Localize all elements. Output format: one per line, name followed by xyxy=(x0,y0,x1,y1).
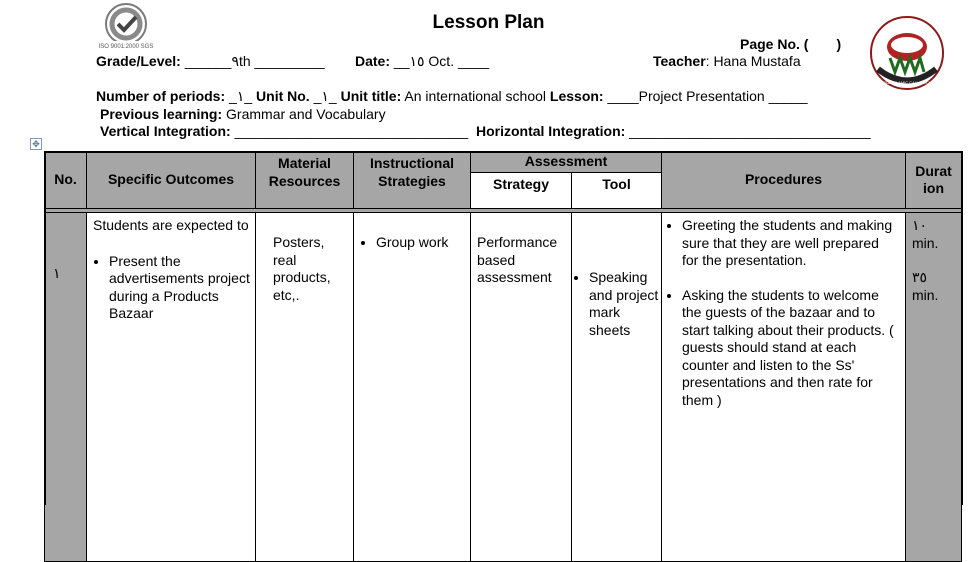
instructional-bullet: • Group work xyxy=(376,234,466,252)
unit-no-value: _١_ xyxy=(309,88,341,104)
teacher-value: : Hana Mustafa xyxy=(705,53,801,69)
vertical-integration-label: Vertical Integration: xyxy=(100,123,231,139)
vertical-integration-value: ______________________________ xyxy=(230,123,473,139)
header-assessment-strategy: Strategy xyxy=(471,173,572,209)
page-number-label: Page No. ( xyxy=(740,36,809,52)
page-title: Lesson Plan xyxy=(432,12,545,33)
page-number-field xyxy=(740,36,841,52)
grade-label: Grade/Level: xyxy=(96,53,181,69)
horizontal-integration-label: Horizontal Integration: xyxy=(475,123,626,139)
table-row xyxy=(45,213,962,562)
procedure-item: • Asking the students to welcome the guests of the bazaar and to start talking about their products. ( guests should stand at each counter and listen to the Ss' presentations and then rate for them ) xyxy=(682,287,899,410)
duration-1-number: ١٠ xyxy=(912,217,928,233)
unit-no-label: Unit No. xyxy=(256,88,310,104)
header-specific-outcomes: Specific Outcomes xyxy=(87,152,256,209)
header-instructional-strategies: Instructional Strategies xyxy=(354,152,471,209)
header-duration: Durat ion xyxy=(906,152,962,209)
periods-value: _١_ xyxy=(225,88,257,104)
duration-2-unit: min. xyxy=(912,286,939,303)
unit-title-value: An international school xyxy=(401,88,550,104)
lesson-plan-table xyxy=(44,151,962,562)
periods-label: Number of periods: xyxy=(96,88,226,104)
header-procedures: Procedures xyxy=(662,152,906,209)
previous-learning-value: Grammar and Vocabulary xyxy=(222,106,386,122)
procedure-item: • Greeting the students and making sure that they are well prepared for the presentation. xyxy=(682,217,899,270)
header-assessment: Assessment xyxy=(471,152,662,173)
procedures-cell xyxy=(662,213,906,562)
outcome-intro: Students are expected to xyxy=(93,217,249,233)
wics-logo-text: WORLD ISLAMIC CALL SOCIETY xyxy=(876,80,938,85)
header-material-resources: Material Resources xyxy=(256,152,354,209)
assessment-tool-cell xyxy=(572,213,662,562)
tool-bullet: • Speaking and project mark sheets xyxy=(589,269,659,339)
grade-level-field xyxy=(96,53,325,70)
integration-row xyxy=(100,123,871,139)
duration-1-unit: min. xyxy=(912,234,939,251)
grade-value: ______٩th _________ xyxy=(180,53,325,69)
instructional-strategies-cell xyxy=(354,213,471,562)
horizontal-integration-value: _______________________________ xyxy=(625,123,871,139)
iso-logo-text: ISO 9001:2000 SGS xyxy=(98,44,154,50)
date-value: __١٥ Oct. ____ xyxy=(390,53,490,69)
previous-learning-field xyxy=(100,106,386,122)
header-no: No. xyxy=(45,152,87,209)
periods-unit-lesson-row xyxy=(96,88,808,105)
page-number-close: ) xyxy=(836,36,842,52)
lesson-label: Lesson: xyxy=(549,88,604,104)
teacher-label: Teacher xyxy=(653,53,706,69)
table-move-handle-icon[interactable]: ✥ xyxy=(30,138,42,150)
lesson-value: ____Project Presentation _____ xyxy=(603,88,808,104)
duration-2-number: ٣٥ xyxy=(912,269,928,285)
specific-outcomes-cell xyxy=(87,213,256,562)
date-label: Date: xyxy=(355,53,391,69)
date-field xyxy=(355,53,489,70)
duration-cell xyxy=(906,213,962,562)
header-assessment-tool: Tool xyxy=(572,173,662,209)
unit-title-label: Unit title: xyxy=(340,88,402,104)
assessment-strategy-cell: Performance based assessment xyxy=(471,213,572,562)
teacher-field xyxy=(653,53,801,69)
material-resources-cell: Posters, real products, etc,. xyxy=(256,213,354,562)
previous-learning-label: Previous learning: xyxy=(100,106,223,122)
row-number: ١ xyxy=(45,213,87,562)
outcome-bullet: • Present the advertisements project during a Products Bazaar xyxy=(109,253,251,323)
